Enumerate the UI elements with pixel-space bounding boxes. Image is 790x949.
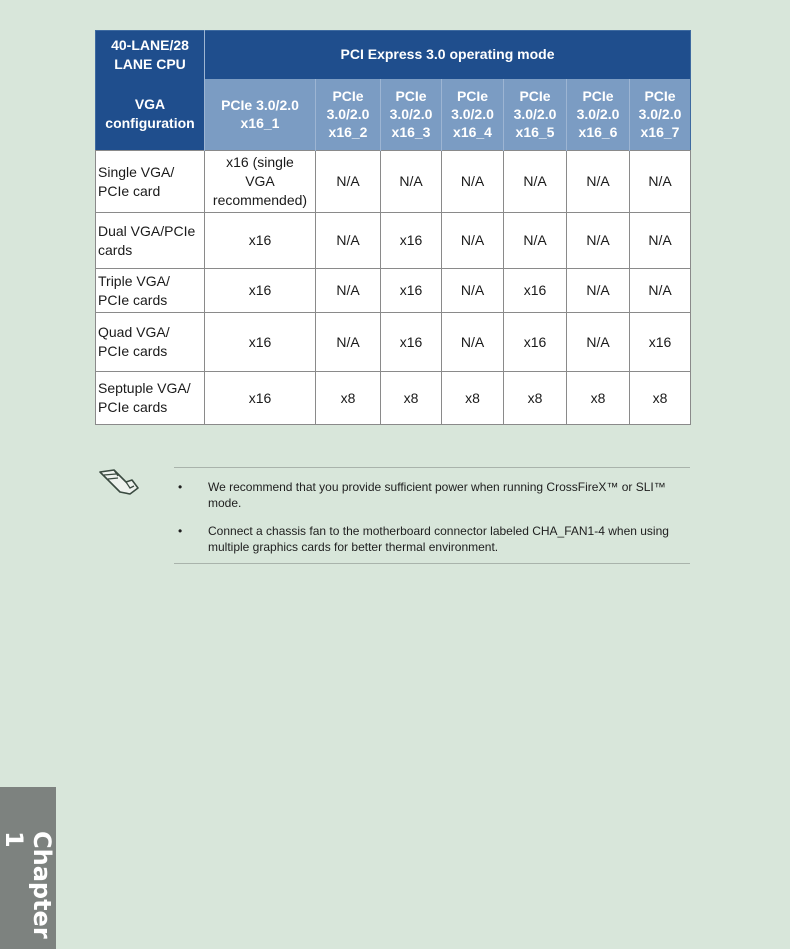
table-cell: x16	[504, 313, 567, 372]
table-cell	[205, 151, 316, 213]
note-item	[174, 523, 690, 557]
table-cell: N/A	[630, 151, 691, 213]
table-cell: N/A	[567, 313, 630, 372]
table-cell: x16	[504, 269, 567, 313]
table-cell: N/A	[567, 213, 630, 269]
slot-header-label: PCIe 3.0/2.0 x16_1	[221, 97, 299, 132]
row-label-text: Dual VGA/PCIe cards	[98, 222, 196, 258]
bullet: •	[178, 524, 183, 538]
table-cell: x8	[504, 372, 567, 425]
slot-header-5	[504, 79, 567, 151]
slot-header-7	[630, 79, 691, 151]
row-label	[96, 269, 205, 313]
table-cell: N/A	[630, 269, 691, 313]
table-cell: N/A	[504, 213, 567, 269]
table-cell: x16	[205, 269, 316, 313]
table-cell: x16	[205, 313, 316, 372]
table-cell: N/A	[316, 151, 381, 213]
row-label-text: Single VGA/ PCIe card	[98, 163, 175, 199]
pcie-operating-mode-table	[95, 30, 691, 425]
table-cell: N/A	[316, 313, 381, 372]
table-cell: N/A	[567, 269, 630, 313]
slot-header-label: PCIe 3.0/2.0 x16_2	[326, 88, 370, 141]
row-label	[96, 313, 205, 372]
bullet: •	[178, 480, 183, 494]
slot-header-label: PCIe 3.0/2.0 x16_7	[638, 88, 682, 141]
table-cell: N/A	[567, 151, 630, 213]
slot-header-label: PCIe 3.0/2.0 x16_4	[451, 88, 494, 141]
table-cell: N/A	[504, 151, 567, 213]
table-row	[96, 269, 691, 313]
chapter-label: Chapter 1	[0, 831, 56, 939]
table-cell: x8	[381, 372, 442, 425]
table-row	[96, 151, 691, 213]
table-cell: N/A	[630, 213, 691, 269]
table-cell: x16	[205, 213, 316, 269]
table-row	[96, 213, 691, 269]
table-cell: N/A	[442, 313, 504, 372]
row-label	[96, 213, 205, 269]
row-label-text: Quad VGA/ PCIe cards	[98, 324, 170, 359]
slot-header-3	[381, 79, 442, 151]
table-cell: N/A	[442, 151, 504, 213]
note-item	[174, 479, 690, 513]
table-cell: x8	[630, 372, 691, 425]
table-cell: x16	[205, 372, 316, 425]
table-row	[96, 372, 691, 425]
row-label-text: Septuple VGA/ PCIe cards	[98, 380, 191, 415]
slot-header-label: PCIe 3.0/2.0 x16_5	[513, 88, 557, 141]
table-cell: N/A	[442, 213, 504, 269]
slot-header-label: PCIe 3.0/2.0 x16_3	[389, 88, 433, 141]
slot-header-6	[567, 79, 630, 151]
slot-header-2	[316, 79, 381, 151]
slot-header-1	[205, 79, 316, 151]
row-label	[96, 151, 205, 213]
table-cell: x8	[442, 372, 504, 425]
cpu-lane-header: 40-LANE/28 LANE CPU	[96, 31, 205, 79]
table-cell: N/A	[316, 213, 381, 269]
table-cell: N/A	[381, 151, 442, 213]
note-text: Connect a chassis fan to the motherboard connector labeled CHA_FAN1-4 when using multiple graphics cards for better thermal environment.	[208, 524, 669, 554]
chapter-tab	[0, 787, 56, 949]
table-cell: x8	[316, 372, 381, 425]
note-text: We recommend that you provide sufficient power when running CrossFireX™ or SLI™ mode.	[208, 480, 666, 510]
row-label-text: Triple VGA/ PCIe cards	[98, 272, 170, 308]
table-cell: N/A	[316, 269, 381, 313]
table-cell: x8	[567, 372, 630, 425]
table-cell: x16	[381, 213, 442, 269]
table-cell: N/A	[442, 269, 504, 313]
slot-header-label: PCIe 3.0/2.0 x16_6	[576, 88, 620, 141]
slot-header-4	[442, 79, 504, 151]
operating-mode-header: PCI Express 3.0 operating mode	[205, 31, 691, 79]
table-cell: x16	[381, 269, 442, 313]
table-row	[96, 313, 691, 372]
vga-configuration-header	[96, 79, 205, 151]
table-cell: x16	[630, 313, 691, 372]
vga-configuration-label: VGA configuration	[105, 96, 195, 132]
row-label	[96, 372, 205, 425]
hand-note-icon	[96, 462, 144, 498]
table-cell: x16	[381, 313, 442, 372]
notes-box	[174, 467, 690, 564]
table-cell-text: x16 (single VGA recommended)	[212, 154, 308, 208]
